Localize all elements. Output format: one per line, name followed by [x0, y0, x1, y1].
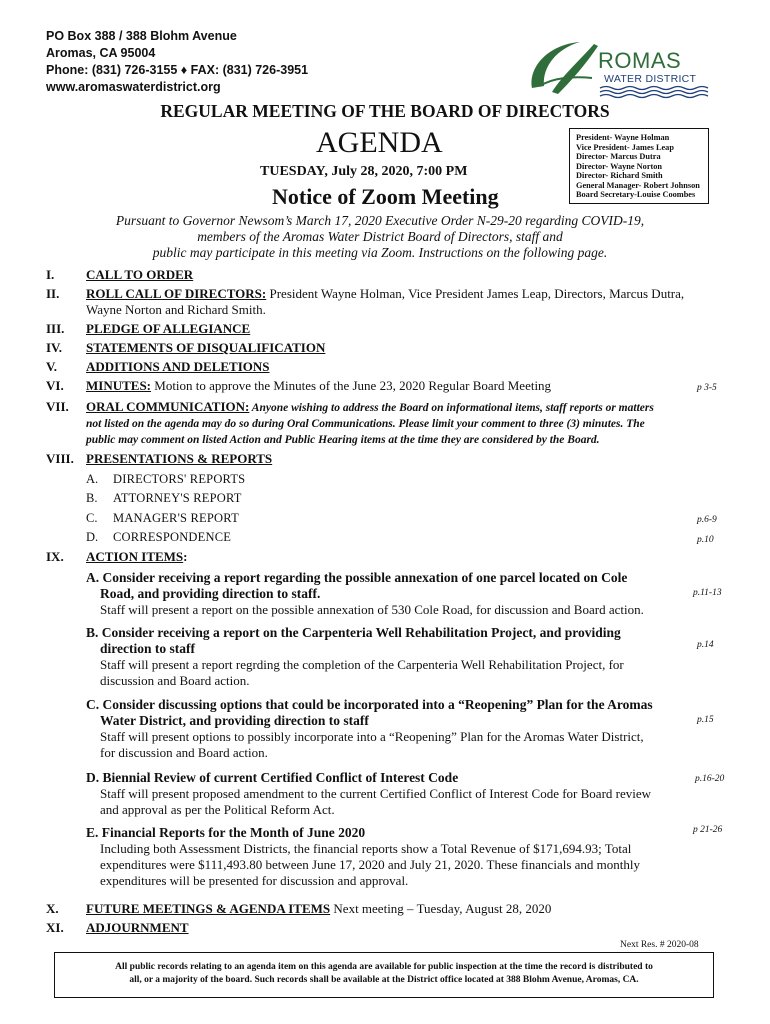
action-title: Road, and providing direction to staff. — [100, 586, 321, 601]
board-member: Vice President- James Leap — [576, 142, 674, 152]
item-heading: ROLL CALL OF DIRECTORS: — [86, 286, 267, 301]
action-title: Water District, and providing direction to staff — [100, 713, 369, 728]
action-body: Staff will present a report regrding the completion of the Carpenteria Well Rehabilitation Project, for — [100, 657, 624, 672]
item-heading: ACTION ITEMS — [86, 549, 184, 564]
item-number: XI. — [46, 920, 64, 935]
item-oral-communication — [86, 399, 726, 448]
district-address — [46, 28, 308, 96]
logo-text — [522, 36, 718, 100]
board-member: President- Wayne Holman — [576, 133, 670, 142]
item-text: Motion to approve the Minutes of the June 23, 2020 Regular Board Meeting — [151, 378, 552, 393]
item-heading: CALL TO ORDER — [86, 267, 194, 282]
action-title: A. Consider receiving a report regarding the possible annexation of one parcel located on Cole — [86, 570, 628, 585]
item-heading: STATEMENTS OF DISQUALIFICATION — [86, 340, 326, 355]
action-title: B. Consider receiving a report on the Carpenteria Well Rehabilitation Project, and providing — [86, 625, 621, 640]
item-action-items — [86, 549, 188, 565]
correspondence: CORRESPONDENCE — [113, 530, 232, 544]
address-line: PO Box 388 / 388 Blohm Avenue — [46, 29, 237, 43]
action-title: E. Financial Reports for the Month of June 2020 — [86, 825, 366, 840]
item-text: not listed on the agenda may do so during Oral Communications. Please limit your comment to three (3) minutes. The — [86, 418, 645, 430]
item-number: VIII. — [46, 451, 74, 466]
action-item-e — [86, 825, 726, 889]
directors-reports: DIRECTORS' REPORTS — [113, 472, 246, 486]
action-item-d — [86, 770, 726, 818]
item-disqualification — [86, 340, 325, 356]
action-title: C. Consider discussing options that could be incorporated into a “Reopening” Plan for the Aromas — [86, 697, 653, 712]
item-number: I. — [46, 267, 55, 282]
board-member: Board Secretary-Louise Coombes — [576, 190, 696, 199]
website-link[interactable]: www.aromaswaterdistrict.org — [46, 80, 221, 94]
board-member: Director- Richard Smith — [576, 171, 663, 180]
item-number: X. — [46, 901, 59, 916]
item-text: President Wayne Holman, Vice President James Leap, Directors, Marcus Dutra, — [266, 286, 685, 301]
covid-notice-line: members of the Aromas Water District Board of Directors, staff and — [197, 229, 563, 244]
meeting-date: TUESDAY, July 28, 2020, 7:00 PM — [260, 164, 468, 179]
board-member: General Manager- Robert Johnson — [576, 180, 700, 190]
aromas-logo — [522, 36, 718, 100]
page-ref: p.15 — [697, 715, 714, 725]
notice-line: All public records relating to an agenda item on this agenda are available for public inspection at the time the record is distributed to — [115, 962, 653, 972]
board-members-box — [569, 128, 709, 204]
item-number: IV. — [46, 340, 63, 355]
action-body: for discussion and Board action. — [100, 745, 268, 760]
action-body: Including both Assessment Districts, the financial reports show a Total Revenue of $171,694.93; Total — [100, 841, 632, 856]
attorneys-report: ATTORNEY'S REPORT — [113, 491, 242, 505]
item-heading: FUTURE MEETINGS & AGENDA ITEMS — [86, 901, 331, 916]
logo-subtitle: WATER DISTRICT — [604, 73, 697, 85]
item-heading: PLEDGE OF ALLEGIANCE — [86, 321, 251, 336]
logo-name: ROMAS — [598, 48, 682, 73]
item-number: IX. — [46, 549, 64, 564]
item-text: public may comment on listed Action and Public Hearing items at the time they are considered by the Board. — [86, 434, 600, 446]
item-roll-call — [86, 286, 726, 318]
meeting-title: REGULAR MEETING OF THE BOARD OF DIRECTORS — [160, 101, 610, 121]
covid-notice — [90, 213, 670, 261]
item-pledge — [86, 321, 250, 337]
item-number: V. — [46, 359, 57, 374]
phone-fax-line: Phone: (831) 726-3155 ♦ FAX: (831) 726-3951 — [46, 63, 309, 77]
item-text: Wayne Norton and Richard Smith. — [86, 302, 266, 317]
item-minutes — [86, 378, 551, 394]
item-adjournment — [86, 920, 189, 936]
item-heading: MINUTES: — [86, 378, 152, 393]
action-body: expenditures were $111,493.80 between June 17, 2020 and July 21, 2020. These financials and monthly — [100, 857, 640, 872]
action-item-c — [86, 697, 726, 761]
page-ref: p.14 — [697, 640, 714, 650]
action-title: direction to staff — [100, 641, 195, 656]
item-number: VI. — [46, 378, 64, 393]
sub-letter: B. — [86, 491, 98, 505]
page-ref: p 21-26 — [693, 825, 723, 835]
action-body: discussion and Board action. — [100, 673, 250, 688]
page-ref: p.16-20 — [695, 774, 725, 784]
sub-letter: C. — [86, 511, 98, 525]
item-call-to-order — [86, 267, 193, 283]
board-member: Director- Marcus Dutra — [576, 152, 661, 161]
item-heading: ORAL COMMUNICATION: — [86, 399, 250, 414]
zoom-notice: Notice of Zoom Meeting — [272, 184, 499, 209]
item-number: VII. — [46, 399, 69, 414]
item-text: Next meeting – Tuesday, August 28, 2020 — [330, 901, 552, 916]
notice-line: all, or a majority of the board. Such records shall be available at the District office located at 388 Blohm Avenue, Aromas, CA. — [129, 975, 639, 985]
item-future-meetings — [86, 901, 551, 917]
item-additions — [86, 359, 270, 375]
item-text: Anyone wishing to address the Board on informational items, staff reports or matters — [249, 402, 654, 414]
item-heading: ADDITIONS AND DELETIONS — [86, 359, 270, 374]
action-body: Staff will present proposed amendment to the current Certified Conflict of Interest Code for Board review — [100, 786, 652, 801]
covid-notice-line: public may participate in this meeting via Zoom. Instructions on the following page. — [152, 245, 608, 260]
item-number: II. — [46, 286, 60, 301]
item-heading: ADJOURNMENT — [86, 920, 189, 935]
page-ref: p.10 — [697, 535, 714, 545]
action-title: D. Biennial Review of current Certified Conflict of Interest Code — [86, 770, 459, 785]
city-line: Aromas, CA 95004 — [46, 46, 156, 60]
heading-colon: : — [183, 549, 188, 564]
managers-report: MANAGER'S REPORT — [113, 511, 239, 525]
action-item-a — [86, 570, 726, 618]
covid-notice-line: Pursuant to Governor Newsom’s March 17, 2020 Executive Order N-29-20 regarding COVID-19, — [115, 213, 645, 228]
action-body: Staff will present options to possibly incorporate into a “Reopening” Plan for the Aromas Water District, — [100, 729, 644, 744]
page-ref: p 3-5 — [697, 383, 717, 393]
action-item-b — [86, 625, 726, 689]
action-body: Staff will present a report on the possible annexation of 530 Cole Road, for discussion and Board action. — [100, 602, 644, 617]
item-number: III. — [46, 321, 65, 336]
item-heading: PRESENTATIONS & REPORTS — [86, 451, 273, 466]
item-presentations — [86, 451, 272, 467]
action-body: expenditures will be presented for discussion and approval. — [100, 873, 409, 888]
public-records-notice — [54, 952, 714, 998]
page-ref: p.6-9 — [697, 515, 717, 525]
next-resolution-number: Next Res. # 2020-08 — [620, 940, 699, 950]
board-member: Director- Wayne Norton — [576, 161, 663, 171]
sub-letter: A. — [86, 472, 99, 486]
agenda-heading: AGENDA — [316, 126, 443, 159]
action-body: and approval as per the Political Reform Act. — [100, 802, 335, 817]
page-ref: p.11-13 — [693, 588, 722, 598]
sub-letter: D. — [86, 530, 99, 544]
